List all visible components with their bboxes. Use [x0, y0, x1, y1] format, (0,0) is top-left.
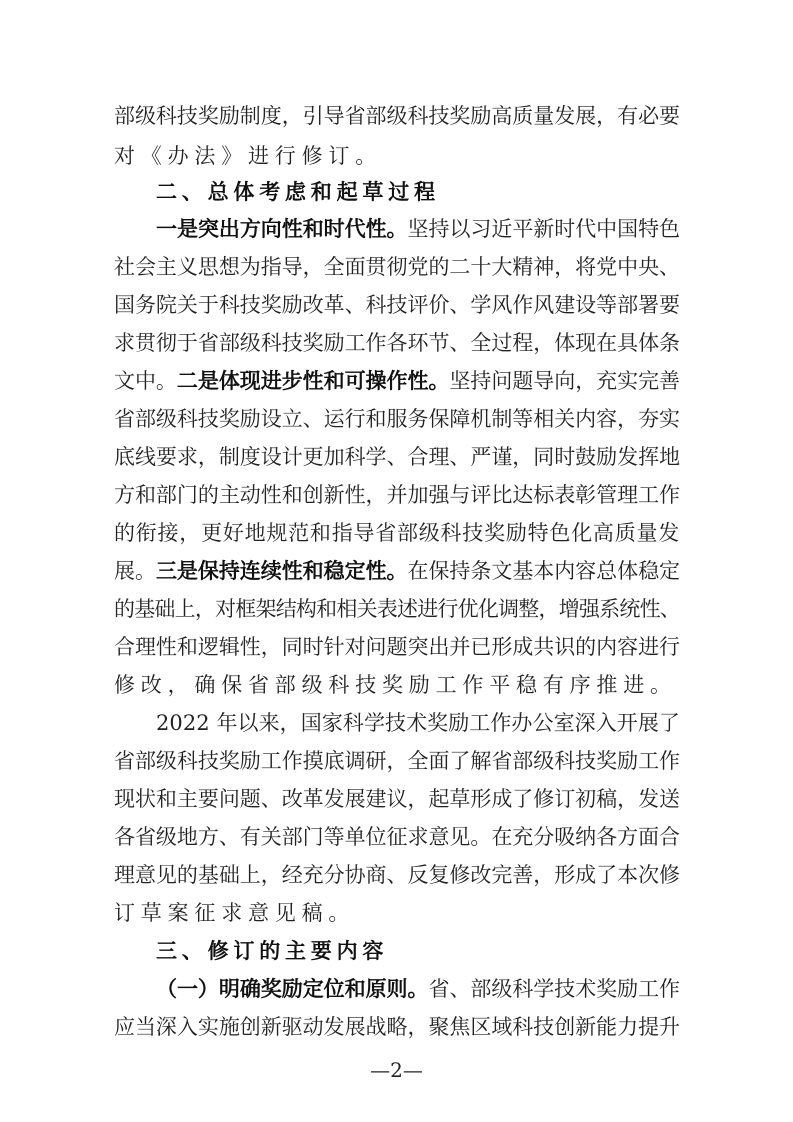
text: 底线要求，制度设计更加科学、合理、严谨，同时鼓励发挥地	[114, 445, 680, 469]
text: 的基础上，对框架结构和相关表述进行优化调整，增强系统性、	[114, 597, 680, 621]
body-line	[114, 594, 680, 624]
text: 坚持问题导向，充实完善	[449, 369, 681, 393]
bold-lead: 三是保持连续性和稳定性。	[155, 559, 408, 583]
text: 对《办法》进行修订。	[114, 144, 382, 168]
body-line	[114, 822, 680, 852]
text: 各省级地方、有关部门等单位征求意见。在充分吸纳各方面合	[114, 825, 680, 849]
section-heading-3	[156, 936, 680, 966]
body-line	[114, 290, 680, 320]
body-line	[114, 141, 680, 171]
text: 合理性和逻辑性，同时针对问题突出并已形成共识的内容进行	[114, 635, 680, 659]
text: 省部级科技奖励设立、运行和服务保障机制等相关内容，夯实	[114, 407, 680, 431]
body-line	[114, 442, 680, 472]
text: 展。	[114, 559, 156, 583]
text: 应当深入实施创新驱动发展战略，聚焦区域科技创新能力提升	[114, 1015, 680, 1039]
bold-lead: （一）明确奖励定位和原则。	[156, 977, 429, 1001]
body-line	[114, 860, 680, 890]
text: 在保持条文基本内容总体稳定	[407, 559, 681, 583]
body-line	[114, 252, 680, 282]
text: 社会主义思想为指导，全面贯彻党的二十大精神，将党中央、	[114, 255, 680, 279]
heading-text: 二、总体考虑和起草过程	[156, 180, 440, 204]
body-line	[114, 328, 680, 358]
text: 求贯彻于省部级科技奖励工作各环节、全过程，体现在具体条	[114, 331, 680, 355]
body-line	[114, 518, 680, 548]
body-line	[114, 556, 680, 586]
text: 部级科技奖励制度，引导省部级科技奖励高质量发展，有必要	[114, 104, 680, 128]
body-line	[114, 898, 680, 928]
body-line	[114, 366, 680, 396]
body-line	[114, 746, 680, 776]
text: 理意见的基础上，经充分协商、反复修改完善，形成了本次修	[114, 863, 680, 887]
text: 修改，确保省部级科技奖励工作平稳有序推进。	[114, 673, 677, 697]
text: 2022 年以来，国家科学技术奖励工作办公室深入开展了	[156, 711, 680, 735]
body-line	[114, 632, 680, 662]
text: 省部级科技奖励工作摸底调研，全面了解省部级科技奖励工作	[114, 749, 680, 773]
body-line	[114, 101, 680, 131]
section-heading-2	[156, 177, 680, 207]
text: 国务院关于科技奖励改革、科技评价、学风作风建设等部署要	[114, 293, 680, 317]
body-line	[114, 404, 680, 434]
text: 坚持以习近平新时代中国特色	[407, 217, 681, 241]
body-line	[114, 480, 680, 510]
text: 的衔接，更好地规范和指导省部级科技奖励特色化高质量发	[114, 521, 680, 545]
body-line	[156, 708, 680, 738]
heading-text: 三、修订的主要内容	[156, 939, 389, 963]
body-line	[156, 974, 680, 1004]
text: 订草案征求意见稿。	[114, 901, 356, 925]
text: 方和部门的主动性和创新性，并加强与评比达标表彰管理工作	[114, 483, 680, 507]
body-line	[156, 214, 680, 244]
body-line	[114, 784, 680, 814]
bold-lead: 一是突出方向性和时代性。	[156, 217, 408, 241]
body-line	[114, 670, 680, 700]
bold-lead: 二是体现进步性和可操作性。	[176, 369, 450, 393]
text: 现状和主要问题、改革发展建议，起草形成了修订初稿，发送	[114, 787, 680, 811]
body-line	[114, 1012, 680, 1042]
page-number: —2—	[370, 1058, 423, 1082]
text: 文中。	[114, 369, 177, 393]
text: 省、部级科学技术奖励工作	[428, 977, 681, 1001]
